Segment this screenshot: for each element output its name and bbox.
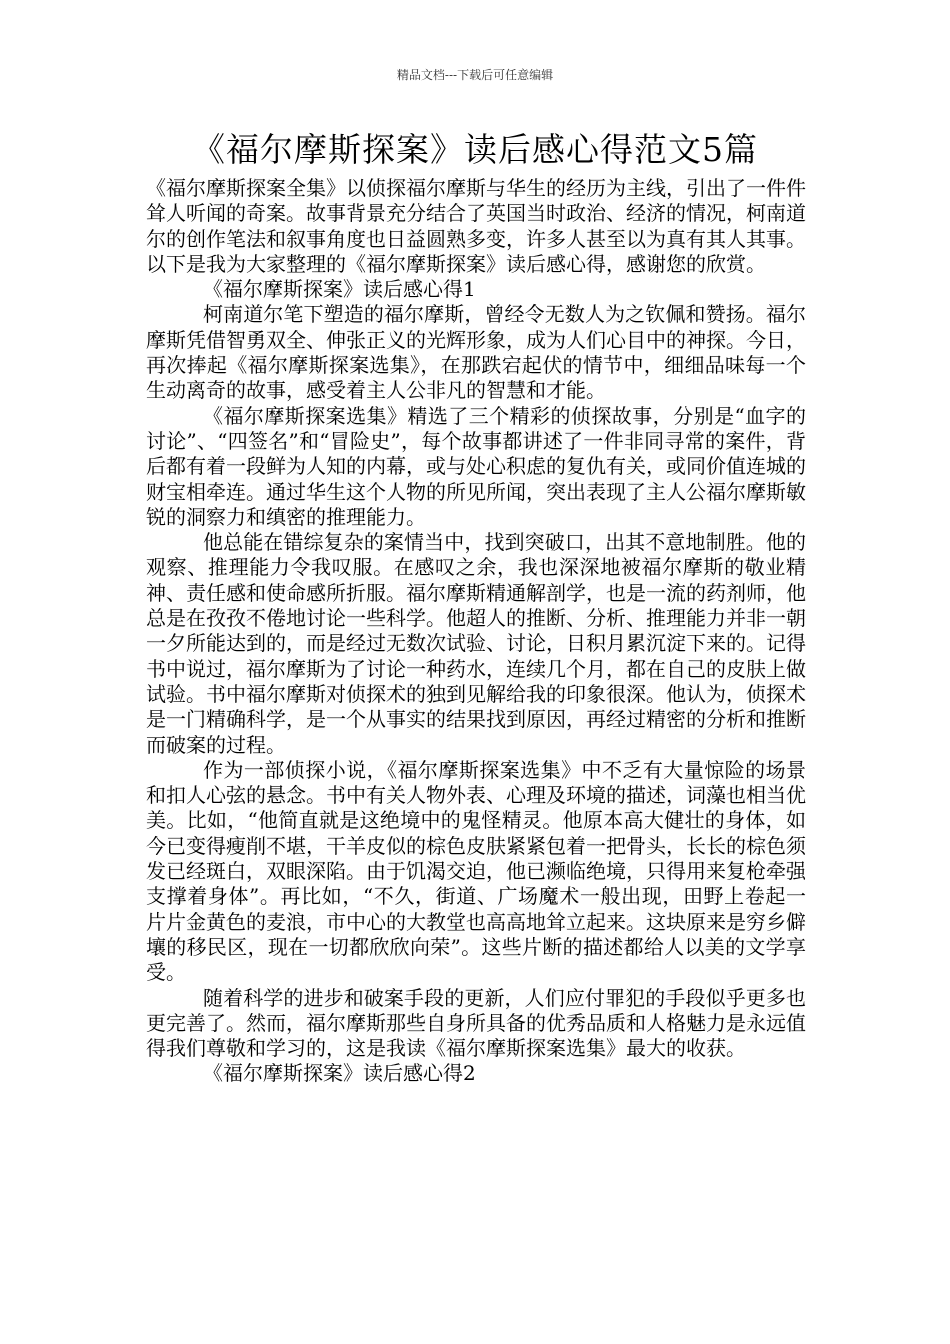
intro-paragraph: 《福尔摩斯探案全集》以侦探福尔摩斯与华生的经历为主线，引出了一件件耸人听闻的奇案。故事背景充分结合了英国当时政治、经济的情况，柯南道尔的创作笔法和叙事角度也日益圆熟多变，许多人甚至以为真有其人其事。以下是我为大家整理的《福尔摩斯探案》读后感心得，感谢您的欣赏。 xyxy=(146,176,806,276)
body-paragraph: 柯南道尔笔下塑造的福尔摩斯，曾经令无数人为之钦佩和赞扬。福尔摩斯凭借智勇双全、伸张正义的光辉形象，成为人们心目中的神探。今日，再次捧起《福尔摩斯探案选集》，在那跌宕起伏的情节中，细细品味每一个生动离奇的故事，感受着主人公非凡的智慧和才能。 xyxy=(146,302,806,403)
page-header: 精品文档---下载后可任意编辑 xyxy=(396,68,554,82)
body-paragraph: 随着科学的进步和破案手段的更新，人们应付罪犯的手段似乎更多也更完善了。然而，福尔摩斯那些自身所具备的优秀品质和人格魅力是永远值得我们尊敬和学习的，这是我读《福尔摩斯探案选集》最大的收获。 xyxy=(146,985,806,1061)
body-paragraph: 作为一部侦探小说，《福尔摩斯探案选集》中不乏有大量惊险的场景和扣人心弦的悬念。书中有关人物外表、心理及环境的描述，词藻也相当优美。比如，“他简直就是这绝境中的鬼怪精灵。他原本高大健壮的身体，如今已变得瘦削不堪，干羊皮似的棕色皮肤紧紧包着一把骨头，长长的棕色须发已经斑白，双眼深陷。由于饥渴交迫，他已濒临绝境，只得用来复枪牵强支撑着身体”。再比如，“不久，街道、广场魔术一般出现，田野上卷起一片片金黄色的麦浪，市中心的大教堂也高高地耸立起来。这块原来是穷乡僻壤的移民区，现在一切都欣欣向荣”。这些片断的描述都给人以美的文学享受。 xyxy=(146,757,806,985)
document-body xyxy=(146,176,806,1087)
body-paragraph: 《福尔摩斯探案选集》精选了三个精彩的侦探故事，分别是“血字的讨论”、“四签名”和“冒险史”，每个故事都讲述了一件非同寻常的案件，背后都有着一段鲜为人知的内幕，或与处心积虑的复仇有关，或同价值连城的财宝相牵连。通过华生这个人物的所见所闻，突出表现了主人公福尔摩斯敏锐的洞察力和缜密的推理能力。 xyxy=(146,403,806,529)
section-heading-2: 《福尔摩斯探案》读后感心得2 xyxy=(203,1061,476,1086)
section-heading-1: 《福尔摩斯探案》读后感心得1 xyxy=(203,277,476,302)
body-paragraph: 他总能在错综复杂的案情当中，找到突破口，出其不意地制胜。他的观察、推理能力令我叹服。在感叹之余，我也深深地被福尔摩斯的敬业精神、责任感和使命感所折服。福尔摩斯精通解剖学，也是一流的药剂师，他总是在孜孜不倦地讨论一些科学。他超人的推断、分析、推理能力并非一朝一夕所能达到的，而是经过无数次试验、讨论，日积月累沉淀下来的。记得书中说过，福尔摩斯为了讨论一种药水，连续几个月，都在自己的皮肤上做试验。书中福尔摩斯对侦探术的独到见解给我的印象很深。他认为，侦探术是一门精确科学，是一个从事实的结果找到原因，再经过精密的分析和推断而破案的过程。 xyxy=(146,530,806,757)
document-title: 《福尔摩斯探案》读后感心得范文5篇 xyxy=(192,130,758,169)
